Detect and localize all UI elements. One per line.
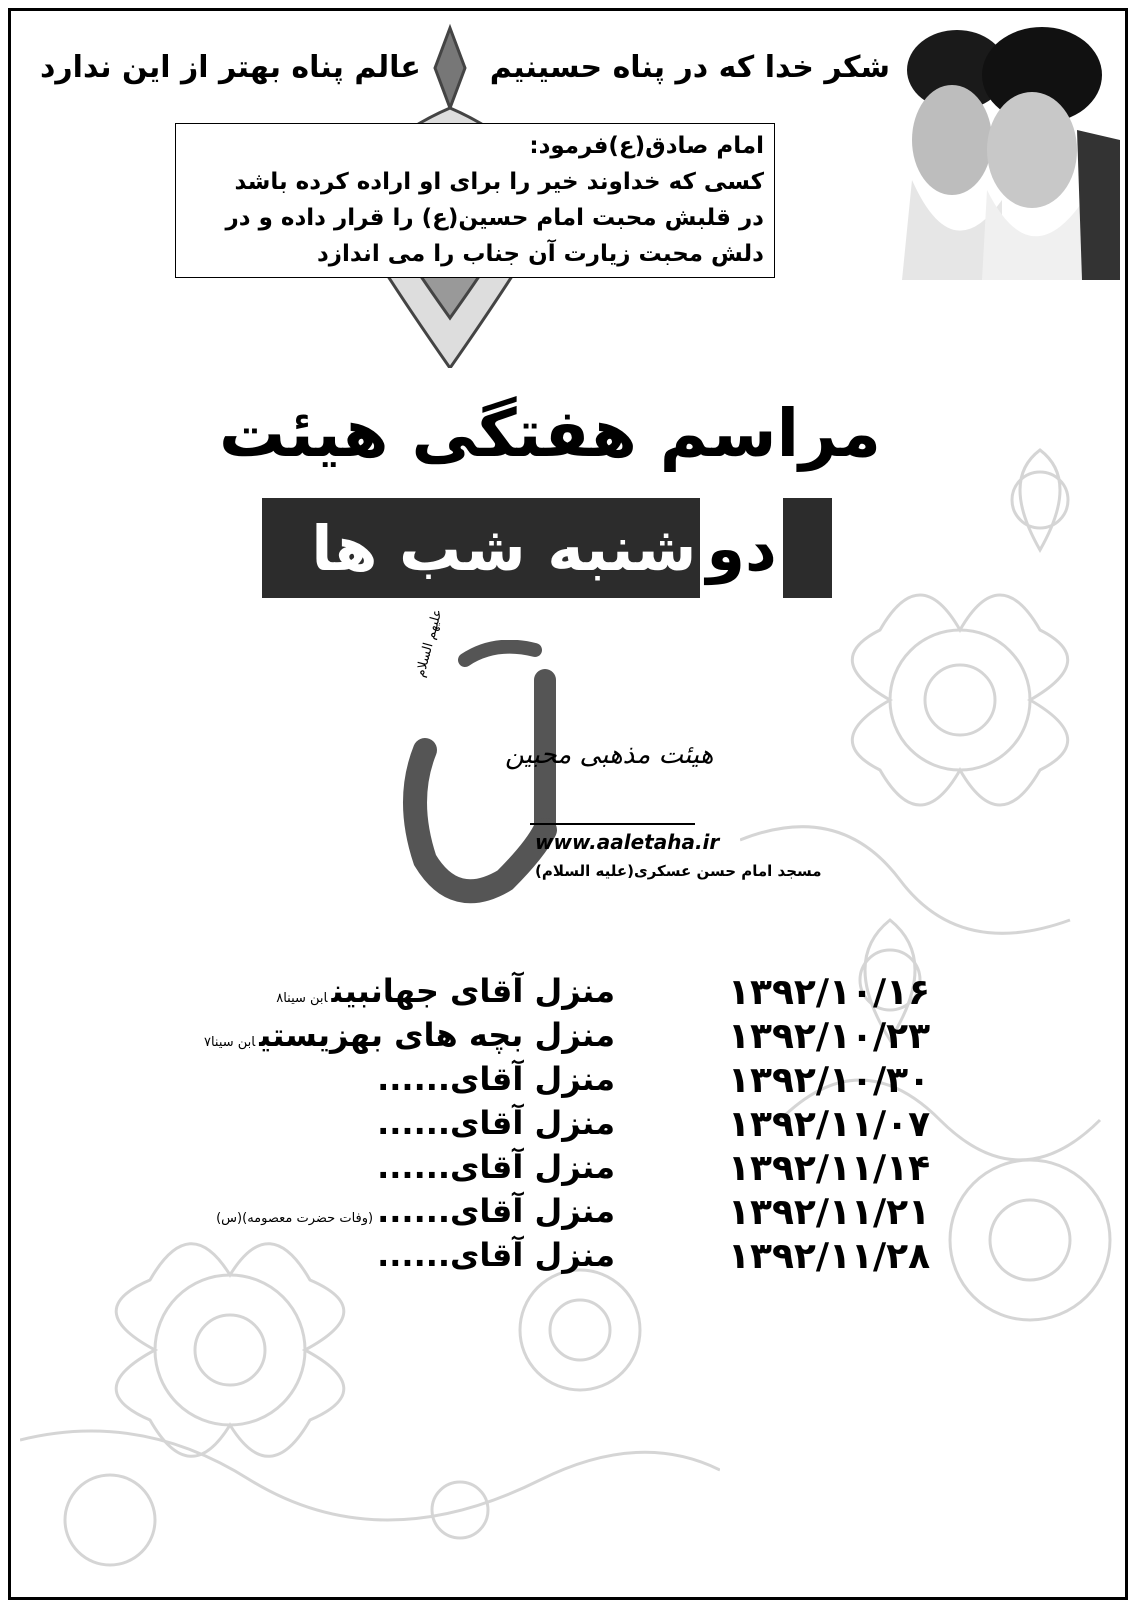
clerics-portrait-icon — [892, 20, 1120, 280]
schedule-host — [373, 1104, 615, 1142]
schedule-date: ۱۳۹۲/۱۰/۱۶ — [728, 972, 931, 1013]
header-left-text: عالم پناه بهتر از این ندارد — [40, 50, 421, 85]
subtitle-first: دو — [700, 498, 782, 598]
header-right-text: شکر خدا که در پناه حسینیم — [489, 50, 890, 85]
logo-salam-text: علیهم السلام — [413, 607, 446, 679]
host-note: (وفات حضرت معصومه)(س) — [216, 1211, 374, 1226]
logo-url[interactable]: www.aaletaha.ir — [535, 830, 720, 854]
quote-line: کسی که خداوند خیر را برای او اراده کرده باشد — [234, 169, 764, 195]
host-note: ابن سینا۸ — [276, 991, 328, 1006]
schedule-host — [373, 1148, 615, 1186]
schedule-date: ۱۳۹۲/۱۱/۲۸ — [728, 1236, 931, 1277]
subtitle-banner — [262, 498, 832, 598]
schedule-row — [0, 1060, 1140, 1104]
logo-subtitle: هیئت مذهبی محبین — [505, 740, 714, 770]
schedule-row — [0, 972, 1140, 1016]
schedule-row — [0, 1148, 1140, 1192]
logo-mosque-text: مسجد امام حسن عسکری(علیه السلام) — [535, 862, 822, 880]
schedule-row — [0, 1104, 1140, 1148]
subtitle-rest: شنبه شب ها — [311, 511, 697, 585]
quote-line: در قلبش محبت امام حسین(ع) را قرار داده و در — [225, 205, 764, 231]
schedule-date: ۱۳۹۲/۱۱/۰۷ — [728, 1104, 931, 1145]
host-name: منزل بچه های بهزیستی — [259, 1016, 615, 1054]
schedule-date: ۱۳۹۲/۱۱/۲۱ — [728, 1192, 931, 1233]
hadith-quote-box — [175, 123, 775, 278]
schedule-host — [373, 1060, 615, 1098]
schedule-row — [0, 1016, 1140, 1060]
schedule-row — [0, 1236, 1140, 1280]
host-name: منزل آقای...... — [377, 1060, 615, 1098]
host-name: منزل آقای...... — [377, 1236, 615, 1274]
host-name: منزل آقای...... — [377, 1148, 615, 1186]
quote-line: دلش محبت زیارت آن جناب را می اندازد — [316, 241, 764, 267]
schedule-host — [204, 1016, 615, 1054]
main-title: مراسم هفتگی هیئت — [218, 395, 882, 472]
schedule-host — [373, 1236, 615, 1274]
host-name: منزل آقای...... — [377, 1104, 615, 1142]
logo-divider — [530, 823, 695, 825]
schedule-list — [0, 972, 1140, 1280]
schedule-row — [0, 1192, 1140, 1236]
aaletaha-logo — [395, 607, 822, 910]
quote-attribution: امام صادق(ع)فرمود: — [529, 133, 764, 159]
schedule-date: ۱۳۹۲/۱۰/۳۰ — [728, 1060, 931, 1101]
host-note: ابن سینا۷ — [203, 1035, 256, 1050]
schedule-date: ۱۳۹۲/۱۱/۱۴ — [728, 1148, 931, 1189]
schedule-host — [276, 972, 615, 1010]
schedule-host — [216, 1192, 615, 1230]
host-name: منزل آقای جهانبین — [331, 972, 615, 1010]
schedule-date: ۱۳۹۲/۱۰/۲۳ — [728, 1016, 931, 1057]
host-name: منزل آقای...... — [377, 1192, 615, 1230]
